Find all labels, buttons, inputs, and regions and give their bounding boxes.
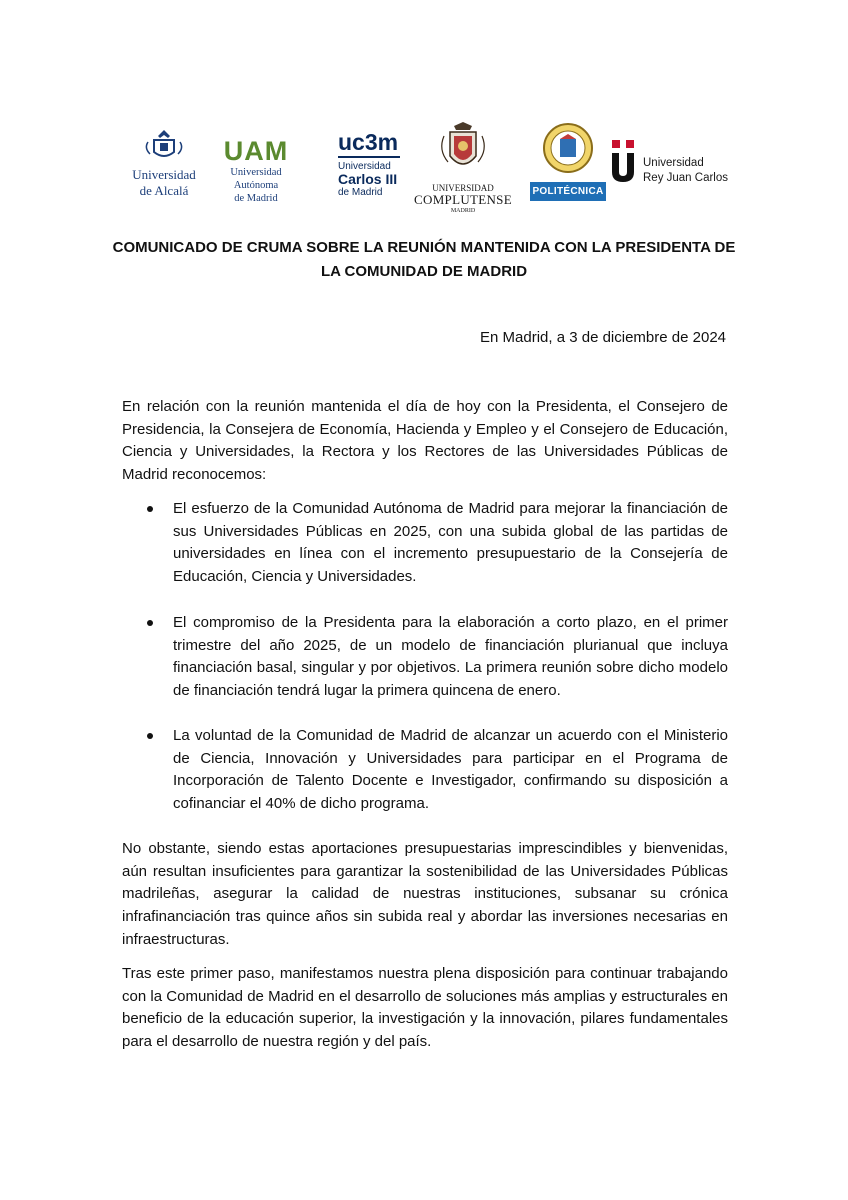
bullet-item-3 (173, 725, 728, 816)
urjc-line2: Rey Juan Carlos (643, 172, 729, 184)
bullet-text-2: El compromiso de la Presidenta para la elaboración a corto plazo, en el primer trimestre del año 2025, de un modelo de financiación plurianual que incluya financiación basal, singular y por objetivos. La primera reunión sobre dicho modelo de financiación tendrá lugar la primera quincena de enero. (173, 614, 728, 700)
politecnica-seal-icon (530, 122, 606, 174)
politecnica-label: POLITÉCNICA (530, 182, 606, 201)
uc3m-line3: de Madrid (338, 187, 383, 198)
logo-politecnica (530, 122, 606, 201)
intro-paragraph: En relación con la reunión mantenida el día de hoy con la Presidenta, el Consejero de Presidencia, la Consejera de Economía, Hacienda y Empleo y el Consejero de Educación, Ciencia y Universidades, la Rectora y los Rectores de las Universidades Públicas de Madrid reconocemos: (122, 398, 728, 484)
uam-mark: UAM (223, 136, 289, 166)
bullet-icon (147, 506, 153, 512)
logo-universidad-alcala (124, 128, 204, 199)
complutense-line3: MADRID (450, 208, 476, 214)
urjc-mark-icon (608, 138, 638, 184)
alcala-crest-icon (124, 128, 204, 162)
complutense-line1: UNIVERSIDAD (432, 183, 494, 193)
uc3m-divider (338, 156, 400, 158)
bullet-icon (147, 620, 153, 626)
paragraph-3: Tras este primer paso, manifestamos nuestra plena disposición para continuar trabajando con la Comunidad de Madrid en el desarrollo de soluciones más amplias y estructurales en beneficio de la educación superior, la investigación y la innovación, pilares fundamentales para el desarrollo de nuestra región y del país. (122, 965, 728, 1051)
paragraph-2: No obstante, siendo estas aportaciones presupuestarias imprescindibles y bienvenidas, aún resultan insuficientes para garantizar la sostenibilidad de las Universidades Públicas madrileñas, asegurar la calidad de nuestras instituciones, subsanar su crónica infrafinanciación tras quince años sin subida real y abordar las inversiones necesarias en infraestructuras. (122, 840, 728, 948)
uc3m-mark: uc3m (338, 129, 399, 155)
document-title: COMUNICADO DE CRUMA SOBRE LA REUNIÓN MANTENIDA CON LA PRESIDENTA DE LA COMUNIDAD DE MADRID (112, 239, 736, 280)
alcala-line2: de Alcalá (139, 183, 189, 198)
uc3m-line1: Universidad (338, 161, 391, 172)
urjc-line1: Universidad (643, 157, 704, 169)
uam-line1: Universidad Autónoma (230, 167, 282, 191)
alcala-line1: Universidad (132, 167, 196, 182)
document-date: En Madrid, a 3 de diciembre de 2024 (480, 329, 726, 346)
logo-uam (208, 136, 304, 205)
bullet-item-2 (173, 612, 728, 703)
university-logos-header (0, 0, 848, 220)
logo-complutense (410, 122, 516, 215)
bullet-text-3: La voluntad de la Comunidad de Madrid de alcanzar un acuerdo con el Ministerio de Ciencia, Innovación y Universidades para participar en el Programa de Incorporación de Talento Docente e Investigador, confirmando su disposición a cofinanciar el 40% de dicho programa. (173, 727, 728, 813)
complutense-crest-icon (410, 122, 516, 178)
logo-uc3m (338, 130, 410, 198)
urjc-name (643, 156, 743, 186)
uc3m-line2: Carlos III (338, 171, 398, 187)
bullet-icon (147, 733, 153, 739)
logo-urjc (608, 138, 738, 189)
uam-line2: de Madrid (234, 193, 278, 204)
bullet-item-1 (173, 498, 728, 589)
bullet-text-1: El esfuerzo de la Comunidad Autónoma de Madrid para mejorar la financiación de sus Universidades Públicas en 2025, con una subida global de las partidas de universidades en línea con el incremento presupuestario de la Consejería de Educación, Ciencia y Universidades. (173, 500, 728, 586)
complutense-line2: COMPLUTENSE (414, 192, 512, 207)
